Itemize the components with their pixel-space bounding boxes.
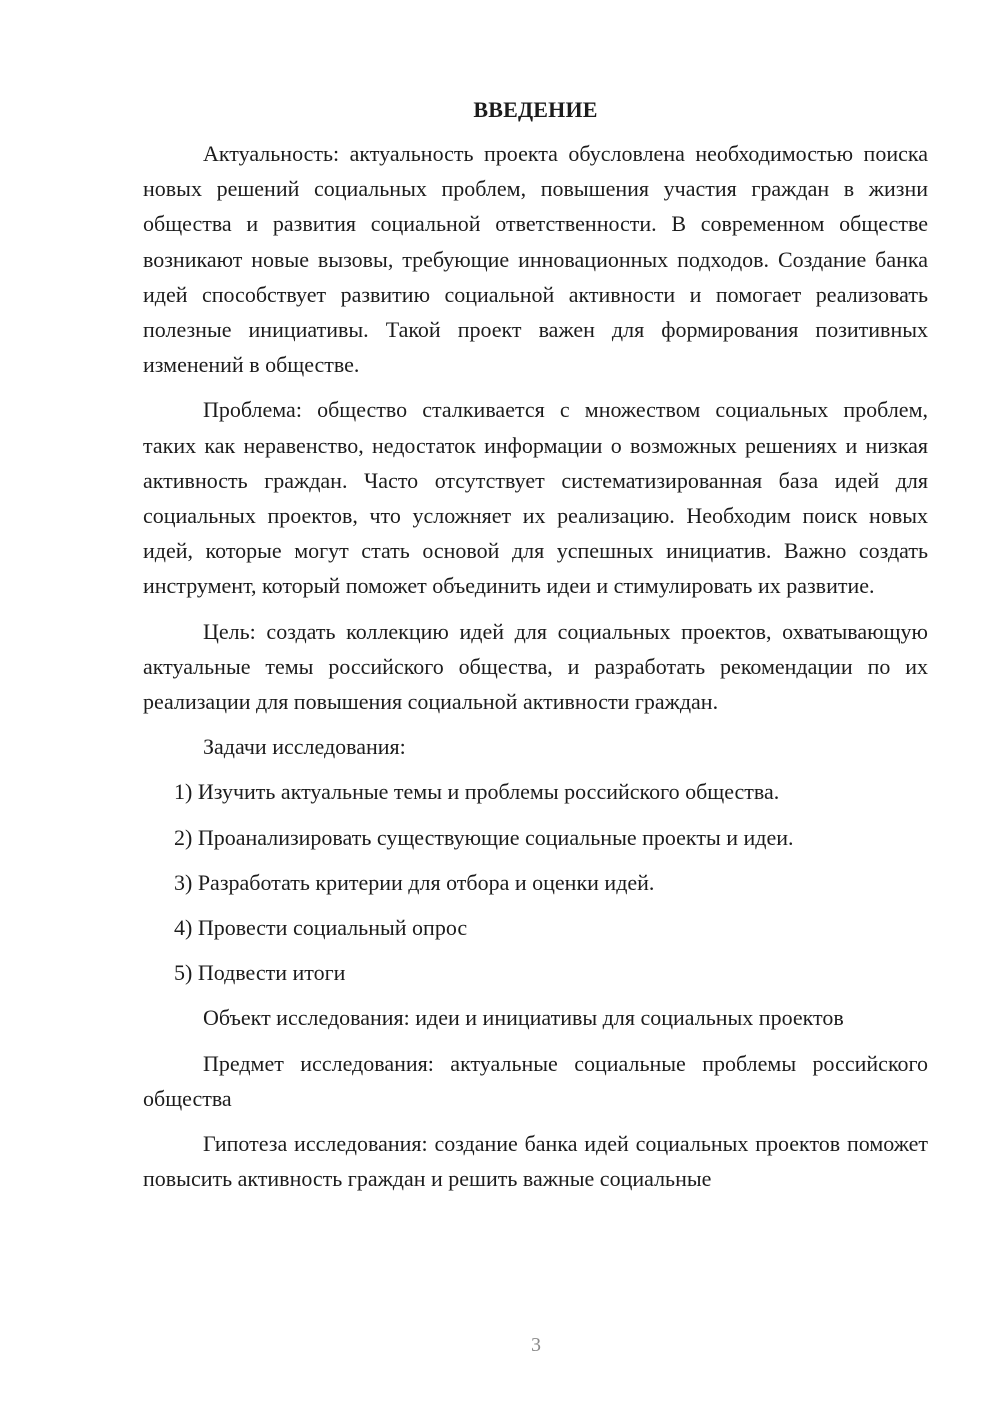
page-number: 3 [531, 1334, 541, 1356]
goal-paragraph: Цель: создать коллекцию идей для социальных проектов, охватывающую актуальные темы российского общества, и разработать рекомендации по их реализации для повышения социальной активности граждан. [143, 618, 928, 715]
tasks-list [143, 774, 928, 990]
hypothesis-paragraph: Гипотеза исследования: создание банка идей социальных проектов поможет повысить активность граждан и решить важные социальные [143, 1131, 928, 1192]
problem-paragraph: Проблема: общество сталкивается с множеством социальных проблем, таких как неравенство, недостаток информации о возможных решениях и низкая активность граждан. Часто отсутствует систематизированная база идей для социальных проектов, что усложняет их реализацию. Необходим поиск новых идей, которые могут стать основой для успешных инициатив. Важно создать инструмент, который поможет объединить идеи и стимулировать их развитие. [143, 397, 928, 599]
list-item: 4) Провести социальный опрос [174, 915, 468, 941]
tasks-heading: Задачи исследования: [203, 734, 406, 760]
page-title: ВВЕДЕНИЕ [473, 97, 598, 122]
list-item: 2) Проанализировать существующие социальные проекты и идеи. [174, 824, 794, 850]
list-item: 5) Подвести итоги [174, 960, 346, 986]
page-content [143, 95, 928, 1206]
subject-paragraph: Предмет исследования: актуальные социальные проблемы российского общества [143, 1050, 928, 1111]
relevance-paragraph: Актуальность: актуальность проекта обусловлена необходимостью поиска новых решений социальных проблем, повышения участия граждан в жизни общества и развития социальной ответственности. В современном обществе возникают новые вызовы, требующие инновационных подходов. Создание банка идей способствует развитию социальной активности и помогает реализовать полезные инициативы. Такой проект важен для формирования позитивных изменений в обществе. [143, 141, 928, 378]
object-paragraph: Объект исследования: идеи и инициативы для социальных проектов [203, 1005, 844, 1031]
list-item: 3) Разработать критерии для отбора и оценки идей. [174, 869, 655, 895]
list-item: 1) Изучить актуальные темы и проблемы российского общества. [174, 779, 780, 805]
